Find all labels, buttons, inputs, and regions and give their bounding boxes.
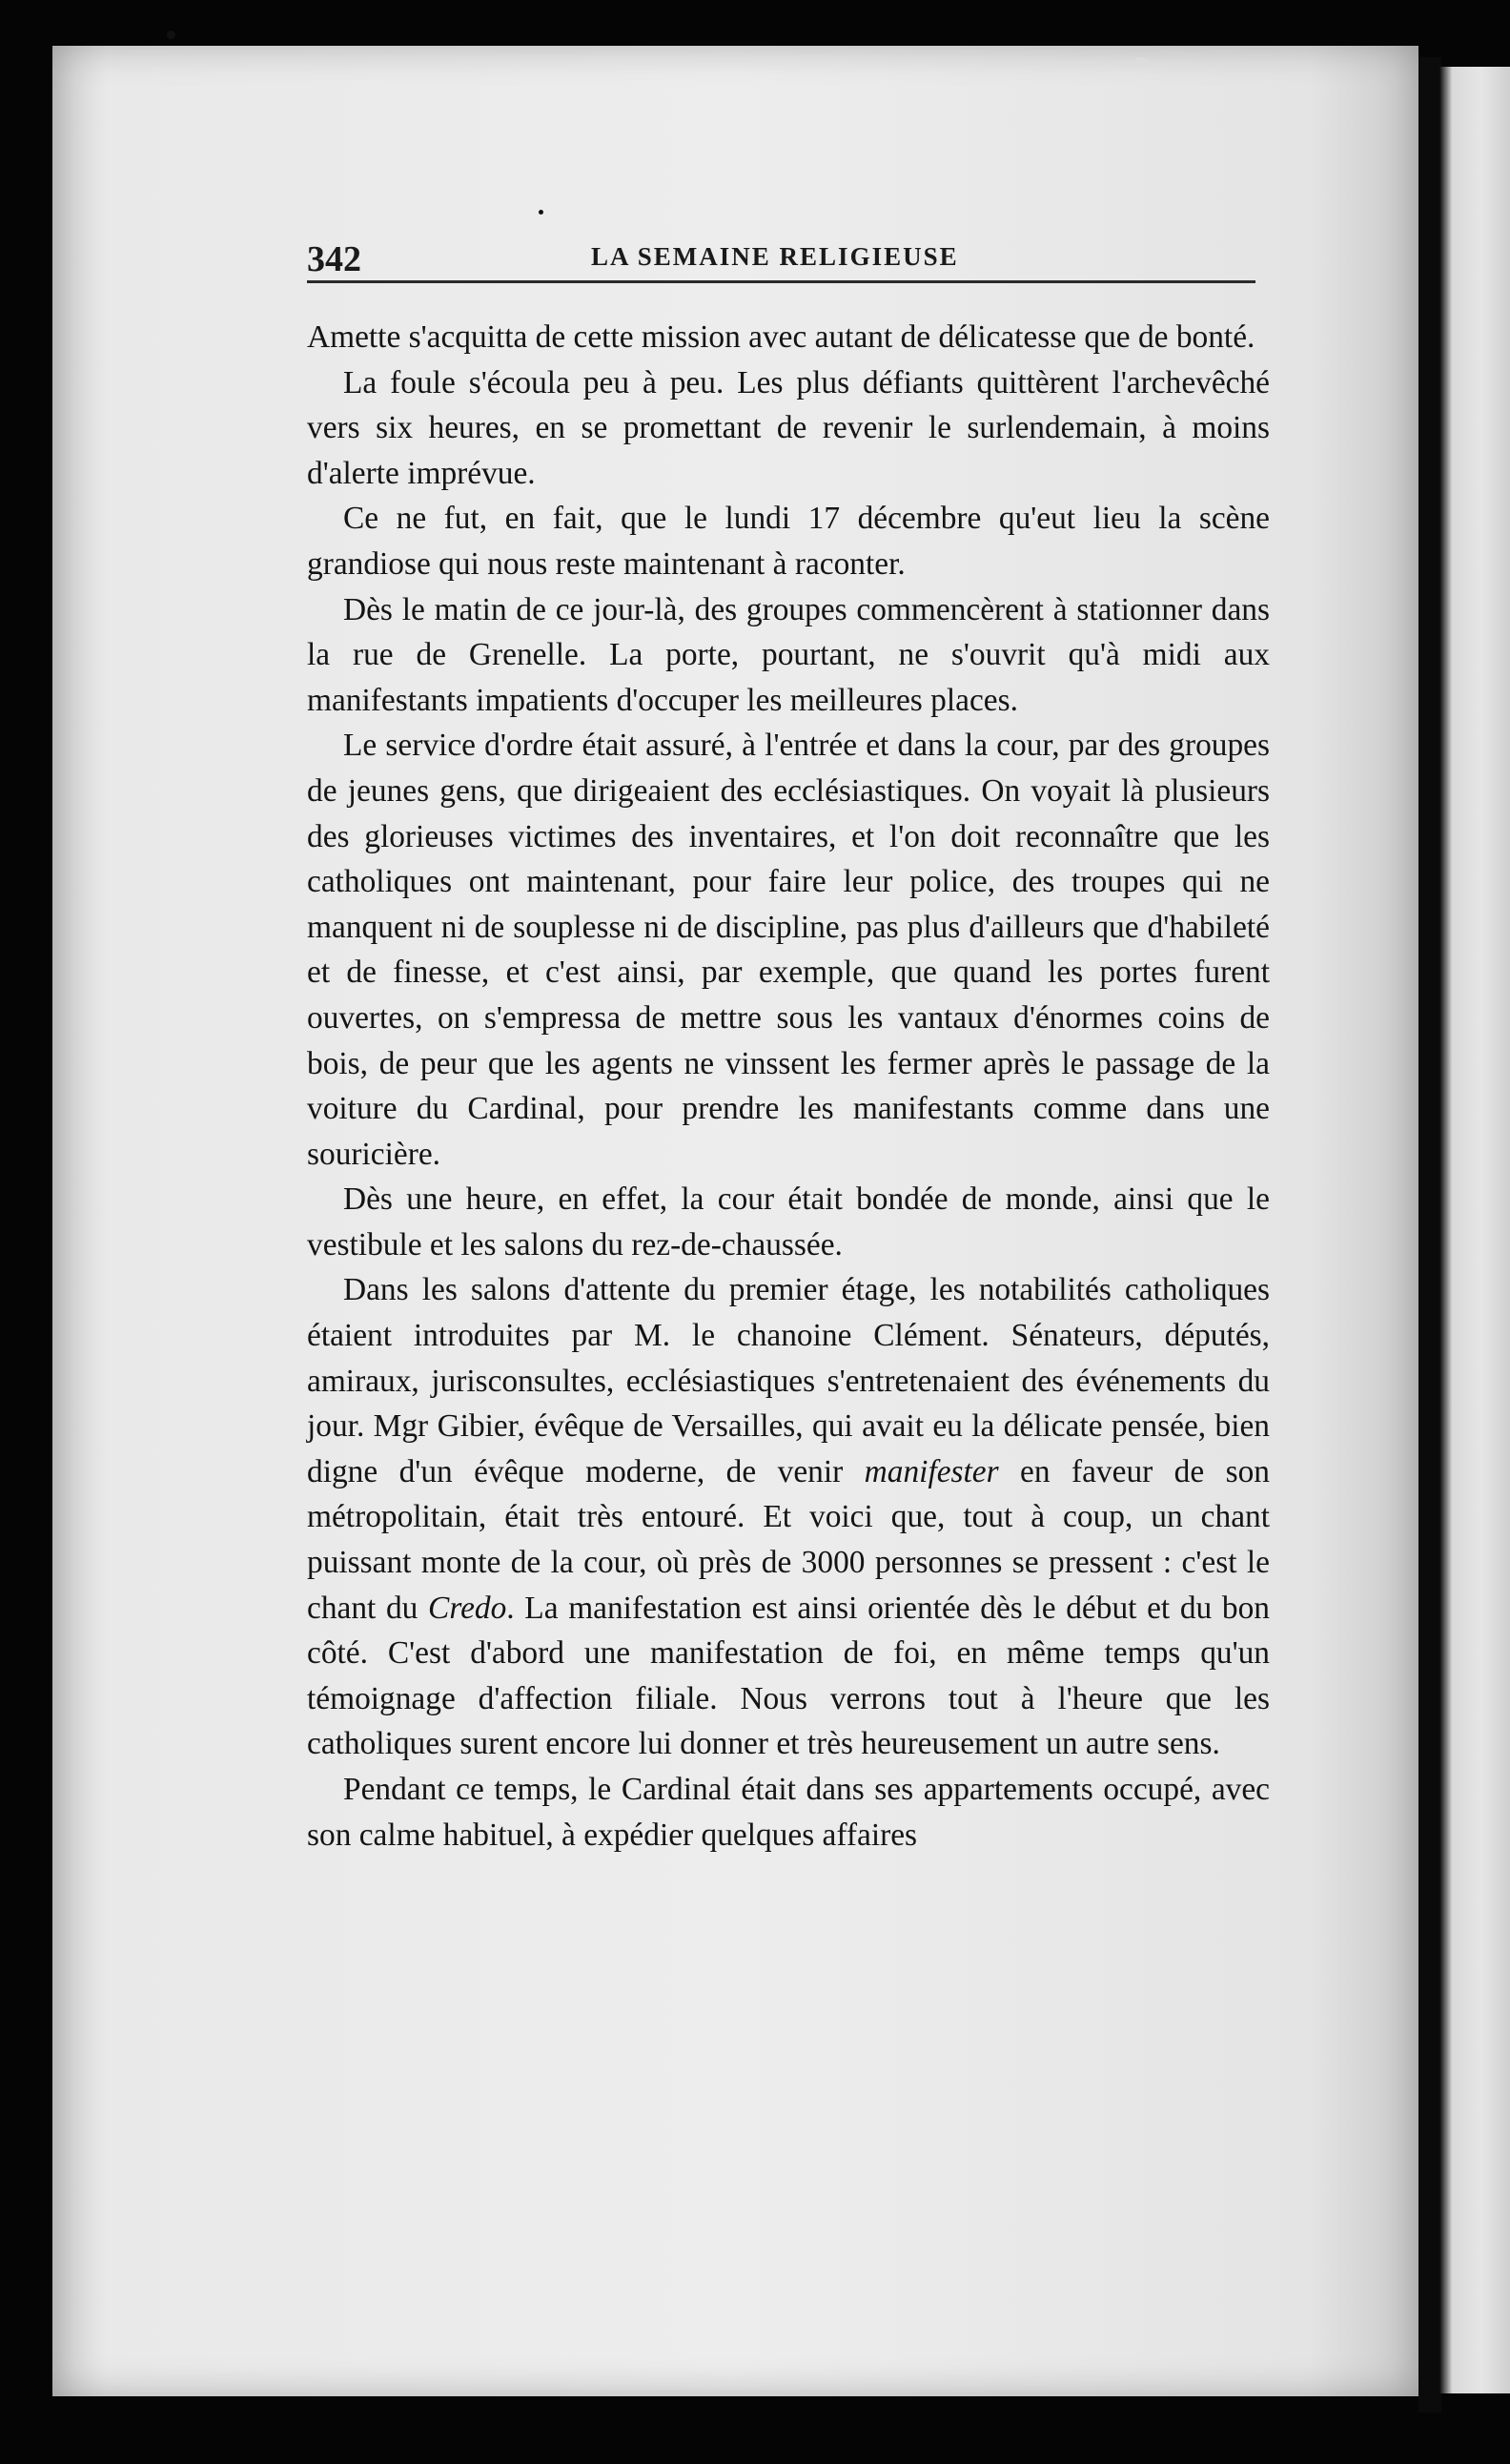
paragraph: Amette s'acquitta de cette mission avec autant de délicatesse que de bonté. <box>307 319 1255 355</box>
paragraph: La foule s'écoula peu à peu. Les plus défiants quittèrent l'archevêché vers six heures, en se promettant de revenir le surlendemain, à moins d'alerte imprévue. <box>307 364 1270 491</box>
article-body <box>307 315 1270 1858</box>
paragraph-text: en faveur de son métropolitain, était très entouré. Et voici que, tout à coup, un chant puissant monte de la cour, où près de 3000 personnes se pressent : c'est le chant du <box>307 1453 1270 1626</box>
header-rule <box>307 280 1255 283</box>
paragraph-text: Dans les salons d'attente du premier étage, les notabilités catholiques étaient introduites par M. le chanoine Clément. Sénateurs, députés, amiraux, jurisconsultes, ecclésiastiques s'entretenaient des événements du jour. Mgr Gibier, évêque de Versailles, qui avait eu la délicate pensée, bien digne d'un évêque moderne, de venir <box>307 1272 1270 1489</box>
paragraph: Le service d'ordre était assuré, à l'entrée et dans la cour, par des groupes de jeunes gens, que dirigeaient des ecclésiastiques. On voyait là plusieurs des glorieuses victimes des inventaires, et l'on doit reconnaître que les catholiques ont maintenant, pour faire leur police, des troupes qui ne manquent ni de souplesse ni de discipline, pas plus d'ailleurs que d'habileté et de finesse, et c'est ainsi, par exemple, que quand les portes furent ouvertes, on s'empressa de mettre sous les vantaux d'énormes coins de bois, de peur que les agents ne vinssent les fermer après le passage de la voiture du Cardinal, pour prendre les manifestants comme dans une souricière. <box>307 728 1270 1172</box>
scan-speck <box>539 210 543 215</box>
paragraph: Pendant ce temps, le Cardinal était dans ses appartements occupé, avec son calme habituel, à expédier quelques affaires <box>307 1772 1270 1853</box>
scan-speck <box>1134 57 1148 67</box>
italic-word: manifester <box>864 1453 999 1489</box>
page-gutter <box>1418 57 1441 2413</box>
facing-page-edge <box>1439 67 1510 2393</box>
paragraph <box>307 1267 1270 1767</box>
page-number: 342 <box>307 239 361 279</box>
running-head <box>307 238 1260 286</box>
running-title: LA SEMAINE RELIGIEUSE <box>591 242 959 271</box>
scan-speck <box>167 31 175 39</box>
paragraph: Dès le matin de ce jour-là, des groupes commencèrent à stationner dans la rue de Grenelle. La porte, pourtant, ne s'ouvrit qu'à midi aux manifestants impatients d'occuper les meilleures places. <box>307 591 1270 718</box>
italic-word: Credo <box>428 1590 507 1626</box>
paragraph-text: . La manifestation est ainsi orientée dès le début et du bon côté. C'est d'abord une manifestation de foi, en même temps qu'un témoignage d'affection filiale. Nous verrons tout à l'heure que les catholiques surent encore lui donner et très heureusement un autre sens. <box>307 1590 1270 1762</box>
paragraph: Ce ne fut, en fait, que le lundi 17 décembre qu'eut lieu la scène grandiose qui nous reste maintenant à raconter. <box>307 501 1270 582</box>
paragraph: Dès une heure, en effet, la cour était bondée de monde, ainsi que le vestibule et les salons du rez-de-chaussée. <box>307 1181 1270 1263</box>
